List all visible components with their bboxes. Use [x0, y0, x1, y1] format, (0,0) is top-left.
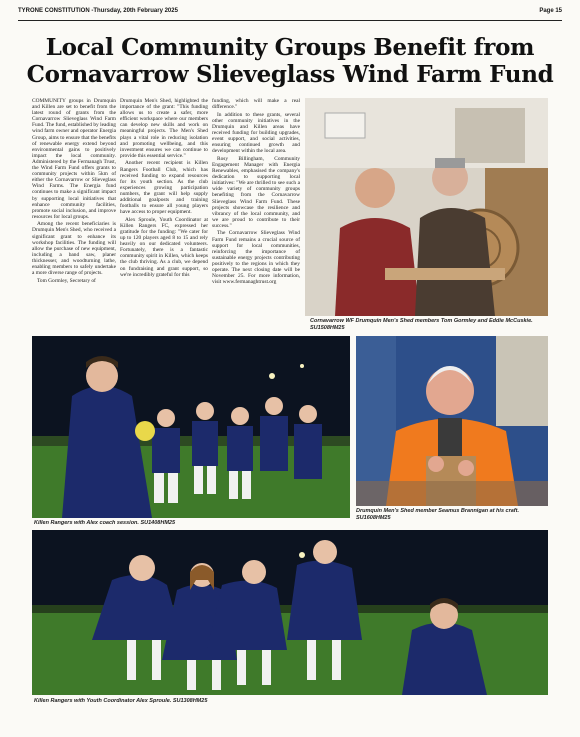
article-paragraph: In addition to these grants, several other community initiatives in the Drumquin and Killen areas have received funding for building upgrades, event support, and social activities, ensuring continued growth and development within the local area. — [212, 111, 300, 155]
article-paragraph: Among the recent beneficiaries is Drumquin Men's Shed, who received a significant grant to enhance its workshop facilities. The funding will allow the purchase of new equipment, including a band saw, planer thicknesser, and woodturning lathe, enabling members to safely undertake a more diverse range of projects. — [32, 221, 116, 277]
photo-seamus-brannigan — [356, 336, 548, 506]
article-column-3 — [212, 98, 300, 332]
article-paragraph: Drumquin Men's Shed, highlighted the importance of the grant: "This funding allows us to create a safer, more efficient workspace where our members can develop new skills and work on meaningful projects. The Men's Shed plays a vital role in reducing isolation and promoting wellbeing, and this investment ensures we can continue to provide this essential service." — [120, 98, 208, 159]
headline-line-1: Local Community Groups Benefit from — [45, 34, 535, 61]
page-title — [18, 34, 562, 88]
article-paragraph: Tom Gormley, Secretary of — [37, 277, 96, 284]
article-paragraph: Another recent recipient is Killen Rangers Football Club, which has received funding to expand resources for its youth section. As the club experiences growing participation numbers, the grant will help supply additional goalposts and training footballs to ensure all young players have access to proper equipment. — [120, 160, 208, 216]
masthead — [18, 8, 562, 18]
headline-line-2: Cornavarrow Slieveglass Wind Farm Fund — [26, 61, 554, 88]
photo-mens-shed-members — [305, 98, 548, 316]
article-paragraph: The Cornavarrow Slieveglass Wind Farm Fund remains a crucial source of support for local communities, reinforcing the importance of sustainable energy projects contributing positively to the regions in which they operate. The next closing date will be November 25. For more information, visit www.fermanaghtrust.org — [212, 230, 300, 286]
photo-killen-rangers-coach-session — [32, 336, 350, 518]
photo-killen-rangers-youth-coordinator — [32, 530, 548, 695]
caption-mens-shed-members: Cornavarrow WF Drumquin Men's Shed members Tom Gormley and Eddie McCuskie. SU1508HM25 — [310, 318, 533, 331]
masthead-publication-date: TYRONE CONSTITUTION -Thursday, 20th February 2025 — [18, 8, 178, 14]
article-paragraph: Alex Sproule, Youth Coordinator at Killen Rangers FC, expressed her gratitude for the funding: "We cater for up to 120 players aged 8 to 15 and rely heavily on our dedicated volunteers. Fortunately, there is a fantastic community spirit in Killen, which keeps the club thriving. As a club, we depend on fundraising and grant support, so we're incredibly grateful for this — [120, 216, 208, 278]
article-paragraph: funding, which will make a real difference." — [212, 98, 300, 111]
article-paragraph: Rosy Billingham, Community Engagement Manager with Energia Renewables, emphasised the company's dedication to supporting local initiatives: "We are thrilled to see such a wide variety of community groups benefiting from the Cornavarrow Slieveglass Wind Farm Fund. These projects showcase the resilience and vibrancy of the local community, and we are proud to contribute to their success." — [212, 155, 300, 229]
article-column-1 — [32, 98, 116, 332]
caption-coach-session: Killen Rangers with Alex coach session. SU1408HM25 — [34, 520, 176, 526]
masthead-rule — [18, 20, 562, 21]
article-column-2 — [120, 98, 208, 332]
caption-seamus-brannigan: Drumquin Men's Shed member Seamus Brannigan at his craft. SU1608HM25 — [356, 508, 519, 521]
article-paragraph: COMMUNITY groups in Drumquin and Killen are set to benefit from the latest round of grants from the Cornavarrow Slieveglass Wind Farm Fund. The fund, established by leading wind farm owner and operator Energia Group, aims to ensure that the benefits of renewable energy extend beyond environmental gains to positively impact the local community. Administered by the Fermanagh Trust, the Wind Farm Fund offers grants to community projects within 5km of either the Cornavarrow or Slieveglass Wind Farms. The Energia fund continues to make a significant impact by supporting local initiatives that enhance community facilities, promote social inclusion, and improve resources for local groups. — [32, 98, 116, 220]
caption-youth-coordinator: Killen Rangers with Youth Coordinator Alex Sproule. SU1308HM25 — [34, 698, 208, 704]
masthead-page-number: Page 15 — [539, 8, 562, 14]
